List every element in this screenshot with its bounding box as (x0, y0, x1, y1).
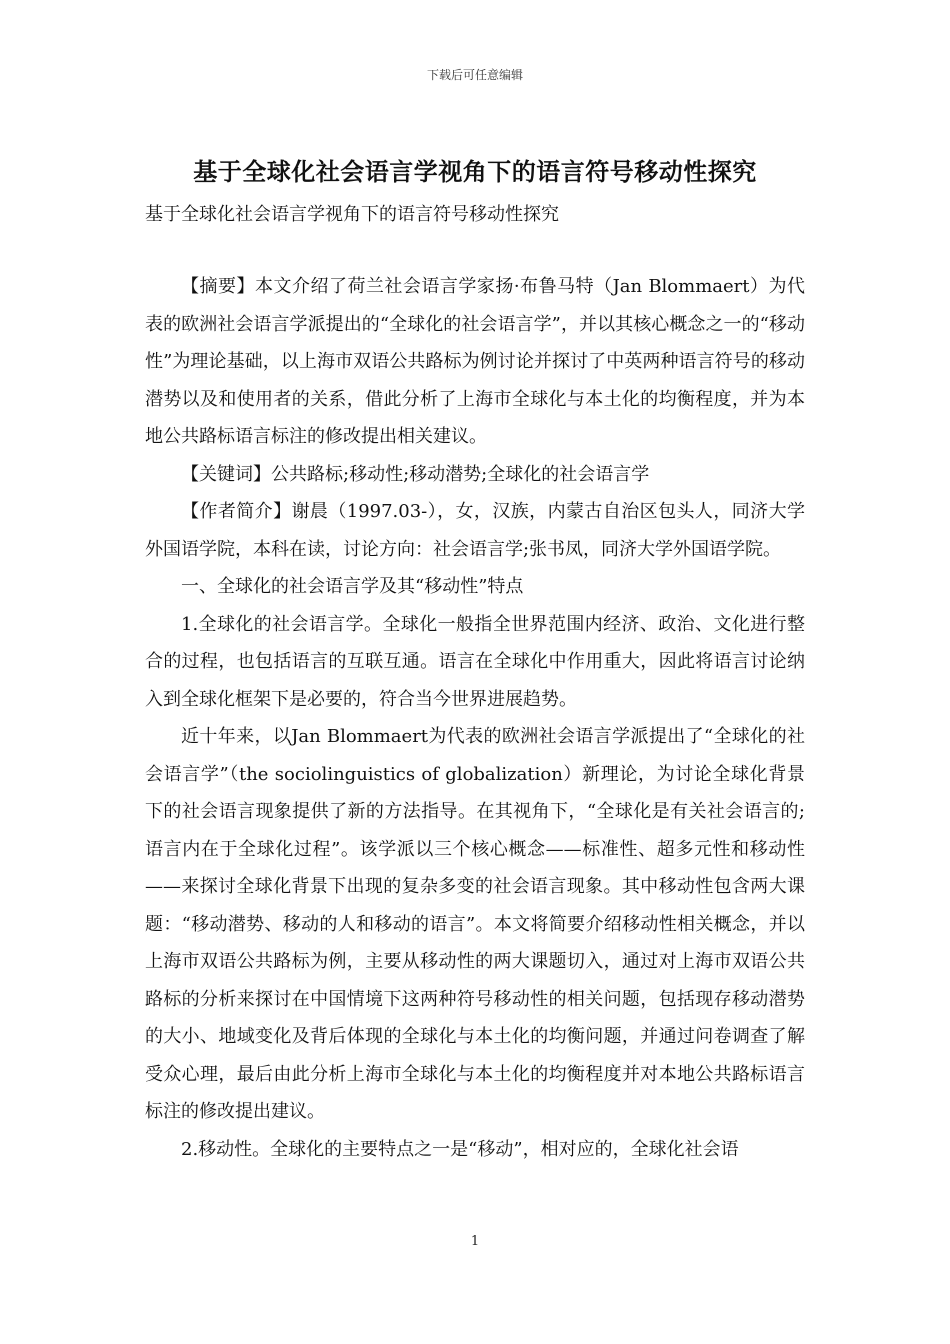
keywords-paragraph: 【关键词】公共路标;移动性;移动潜势;全球化的社会语言学 (181, 463, 650, 485)
page-number: 1 (470, 1234, 480, 1249)
section-heading: 一、全球化的社会语言学及其“移动性”特点 (181, 576, 524, 597)
document-body (145, 268, 805, 1168)
header-note: 下载后可任意编辑 (426, 68, 523, 82)
body-paragraph: 1.全球化的社会语言学。全球化一般指全世界范围内经济、政治、文化进行整合的过程，也包括语言的互联互通。语言在全球化中作用重大，因此将语言讨论纳入到全球化框架下是必要的，符合当今世界进展趋势。 (145, 613, 805, 710)
body-paragraph: 2.移动性。全球化的主要特点之一是“移动”，相对应的，全球化社会语 (181, 1138, 739, 1160)
body-paragraph: 近十年来，以Jan Blommaert为代表的欧洲社会语言学派提出了“全球化的社会语言学”（the sociolinguistics of globalization）新理论，为讨论全球化背景下的社会语言现象提供了新的方法指导。在其视角下，“全球化是有关社会语言的;语言内在于全球化过程”。该学派以三个核心概念——标准性、超多元性和移动性——来探讨全球化背景下出现的复杂多变的社会语言现象。其中移动性包含两大课题：“移动潜势、移动的人和移动的语言”。本文将简要介绍移动性相关概念，并以上海市双语公共路标为例，主要从移动性的两大课题切入，通过对上海市双语公共路标的分析来探讨在中国情境下这两种符号移动性的相关问题，包括现存移动潜势的大小、地域变化及背后体现的全球化与本土化的均衡问题，并通过问卷调查了解受众心理，最后由此分析上海市全球化与本土化的均衡程度并对本地公共路标语言标注的修改提出建议。 (145, 726, 805, 1122)
document-title: 基于全球化社会语言学视角下的语言符号移动性探究 (193, 157, 757, 186)
author-bio-paragraph: 【作者简介】谢晨（1997.03-），女，汉族，内蒙古自治区包头人，同济大学外国语学院，本科在读，讨论方向：社会语言学;张书凤，同济大学外国语学院。 (145, 501, 805, 560)
abstract-paragraph: 【摘要】本文介绍了荷兰社会语言学家扬·布鲁马特（Jan Blommaert）为代表的欧洲社会语言学派提出的“全球化的社会语言学”，并以其核心概念之一的“移动性”为理论基础，以上海市双语公共路标为例讨论并探讨了中英两种语言符号的移动潜势以及和使用者的关系，借此分析了上海市全球化与本土化的均衡程度，并为本地公共路标语言标注的修改提出相关建议。 (145, 276, 805, 447)
document-subtitle: 基于全球化社会语言学视角下的语言符号移动性探究 (145, 204, 559, 225)
